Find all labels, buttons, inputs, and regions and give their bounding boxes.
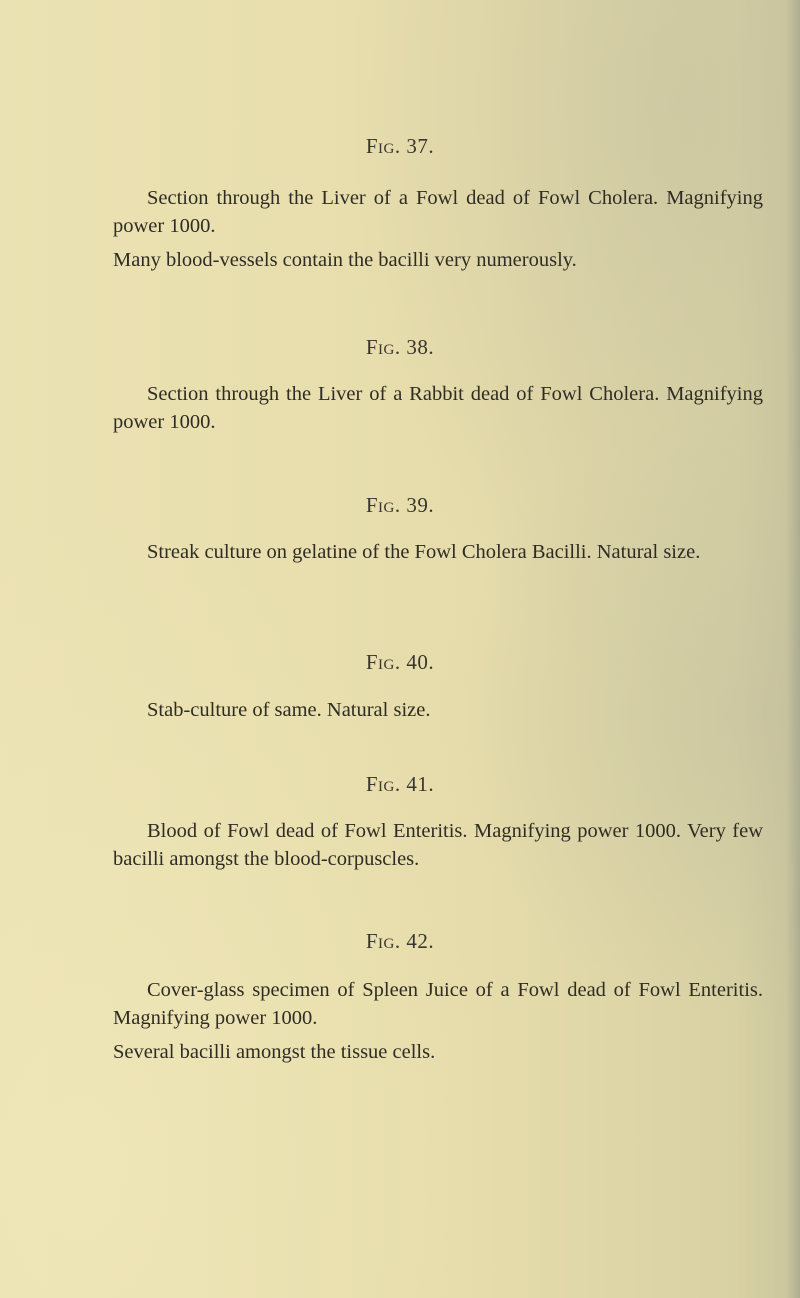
figure-caption-40 — [113, 696, 763, 724]
caption-text: Section through the Liver of a Fowl dead of Fowl Cholera. Magnifying power 1000. — [113, 187, 763, 237]
figure-number: Fig. 37. — [365, 134, 435, 158]
figure-number: Fig. 42. — [365, 929, 435, 953]
figure-caption-42 — [113, 976, 763, 1066]
figure-heading-41 — [0, 772, 800, 797]
figure-number: Fig. 39. — [365, 493, 435, 517]
page-edge-shadow — [786, 0, 800, 1298]
caption-text: Streak culture on gelatine of the Fowl Cholera Bacilli. Natural size. — [147, 541, 701, 563]
caption-text: Stab-culture of same. Natural size. — [147, 699, 431, 721]
figure-heading-42 — [0, 929, 800, 954]
figure-caption-38 — [113, 380, 763, 436]
caption-text: Many blood-vessels contain the bacilli very numerously. — [113, 249, 577, 271]
figure-heading-39 — [0, 493, 800, 518]
figure-heading-38 — [0, 335, 800, 360]
figure-number: Fig. 41. — [365, 772, 435, 796]
figure-number: Fig. 40. — [365, 650, 435, 674]
figure-caption-37 — [113, 184, 763, 274]
figure-heading-37 — [0, 134, 800, 159]
caption-text: Section through the Liver of a Rabbit dead of Fowl Cholera. Magnifying power 1000. — [113, 383, 763, 433]
figure-number: Fig. 38. — [365, 335, 435, 359]
figure-caption-39 — [113, 538, 763, 566]
caption-text: Several bacilli amongst the tissue cells. — [113, 1041, 436, 1063]
caption-text: Blood of Fowl dead of Fowl Enteritis. Magnifying power 1000. Very few bacilli amongst the blood-corpuscles. — [113, 820, 763, 870]
figure-heading-40 — [0, 650, 800, 675]
figure-caption-41 — [113, 817, 763, 873]
caption-text: Cover-glass specimen of Spleen Juice of a Fowl dead of Fowl Enteritis. Magnifying power 1000. — [113, 979, 763, 1029]
